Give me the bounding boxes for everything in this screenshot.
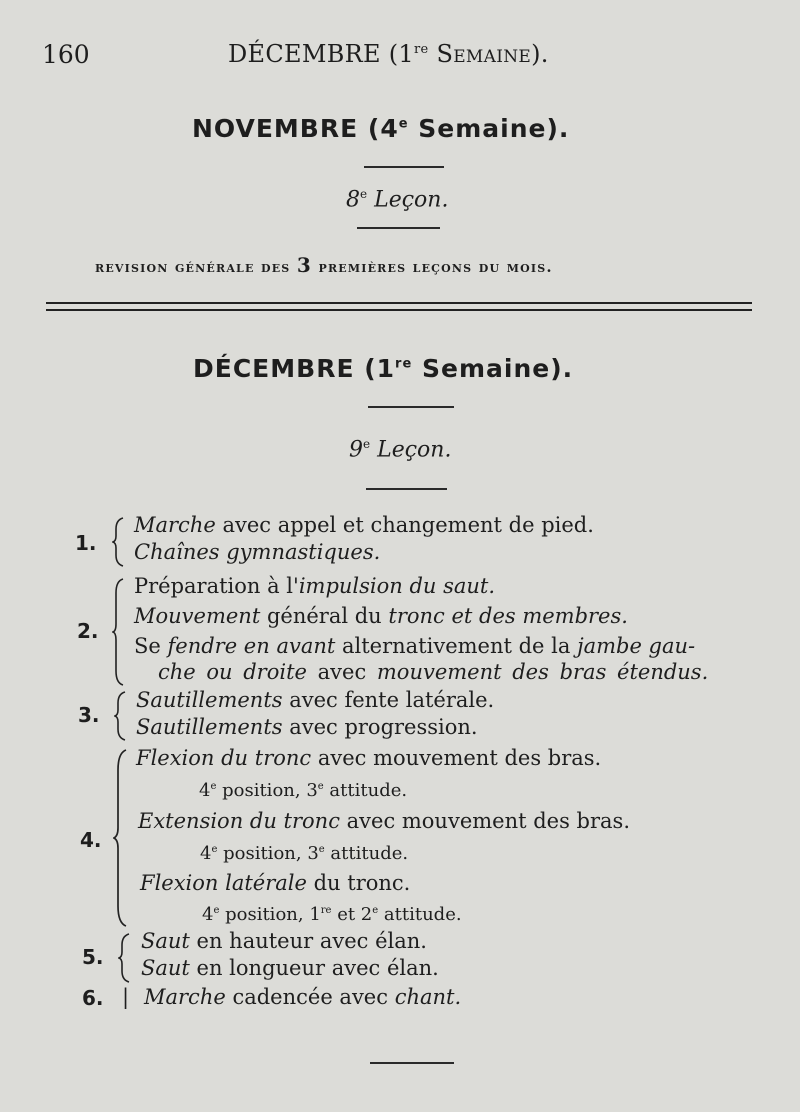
divider-rule [366, 488, 447, 490]
exercise-5-line-b: Saut en longueur avec élan. [141, 956, 439, 980]
exercise-number-2: 2. [77, 619, 99, 643]
brace-icon [112, 577, 126, 687]
double-rule-bottom [46, 309, 752, 311]
brace-icon [114, 690, 128, 742]
brace-icon [113, 748, 129, 928]
exercise-5-line-a: Saut en hauteur avec élan. [141, 929, 427, 953]
lecon-heading-9: 9e Leçon. [349, 437, 452, 463]
running-head: DÉCEMBRE (1re Semaine). [228, 40, 549, 68]
exercise-3-line-b: Sautillements avec progression. [136, 715, 478, 739]
exercise-6-line-a: Marche cadencée avec chant. [144, 985, 462, 1009]
exercise-2-line-b: Mouvement général du tronc et des membres. [134, 604, 628, 628]
exercise-1-line-b: Chaînes gymnastiques. [134, 540, 381, 564]
exercise-2-line-d: che ou droite avec mouvement des bras étendus. [158, 660, 709, 684]
exercise-4-line-a: Flexion du tronc avec mouvement des bras. [136, 746, 602, 770]
lecon-heading-8: 8e Leçon. [346, 187, 449, 213]
exercise-number-3: 3. [78, 703, 100, 727]
exercise-4-sub-b: 4e position, 3e attitude. [200, 843, 409, 864]
divider-rule [370, 1062, 454, 1064]
exercise-1-line-a: Marche avec appel et changement de pied. [134, 513, 594, 537]
exercise-number-6: 6. [82, 986, 104, 1010]
exercise-6-bar: | [122, 985, 130, 1009]
brace-icon [118, 932, 132, 984]
double-rule-top [46, 302, 752, 304]
exercise-4-sub-a: 4e position, 3e attitude. [199, 780, 408, 801]
exercise-number-4: 4. [80, 828, 102, 852]
exercise-number-5: 5. [82, 945, 104, 969]
exercise-2-line-a: Préparation à l'impulsion du saut. [134, 574, 496, 598]
revision-note: revision générale des 3 premières leçons du mois. [95, 253, 553, 277]
exercise-4-line-c: Flexion latérale du tronc. [140, 871, 411, 895]
exercise-4-line-b: Extension du tronc avec mouvement des bras. [138, 809, 631, 833]
divider-rule [357, 227, 440, 229]
section-title-novembre: NOVEMBRE (4e Semaine). [192, 114, 570, 143]
exercise-2-line-c: Se fendre en avant alternativement de la jambe gau- [134, 634, 696, 658]
divider-rule [364, 166, 444, 168]
divider-rule [368, 406, 454, 408]
brace-icon [112, 516, 126, 568]
exercise-3-line-a: Sautillements avec fente latérale. [136, 688, 495, 712]
exercise-4-sub-c: 4e position, 1re et 2e attitude. [202, 904, 462, 925]
exercise-number-1: 1. [75, 531, 97, 555]
section-title-decembre: DÉCEMBRE (1re Semaine). [193, 354, 574, 383]
page-number: 160 [42, 40, 90, 69]
